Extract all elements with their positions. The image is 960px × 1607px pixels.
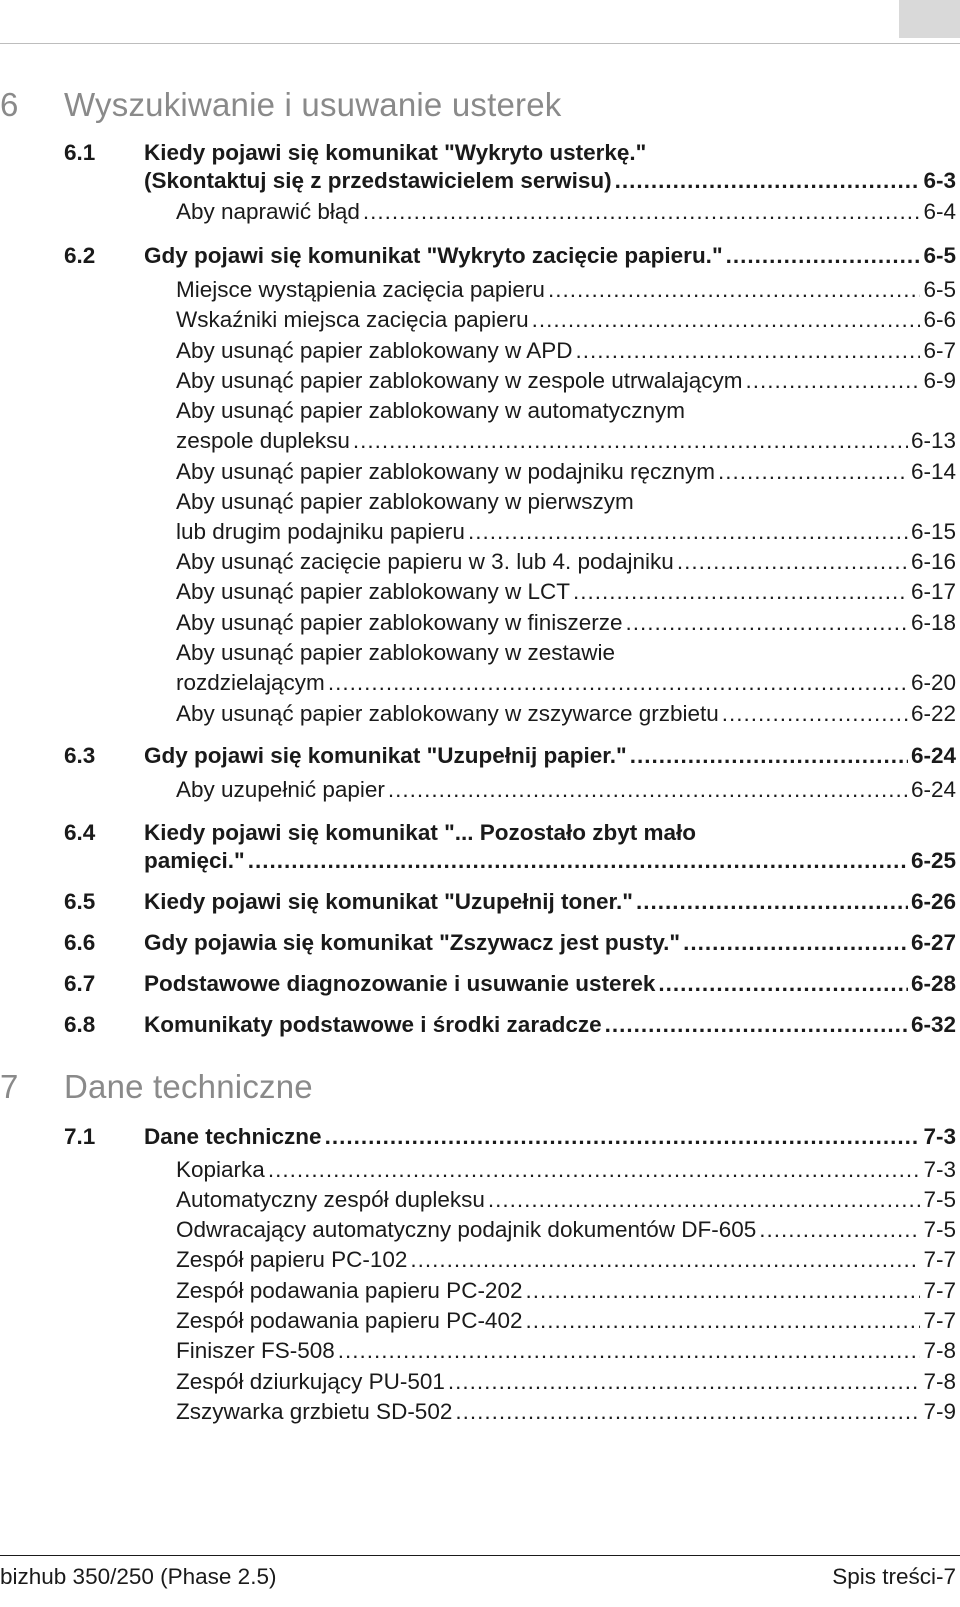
toc-entry[interactable]: [176, 1310, 956, 1333]
toc-entry-title: Aby usunąć zacięcie papieru w 3. lub 4. podajniku: [176, 549, 674, 574]
toc-section-entry[interactable]: [64, 745, 956, 768]
section-number: 6.4: [64, 820, 96, 845]
page-number: 6-3: [923, 168, 956, 193]
toc-entry-title: Aby usunąć papier zablokowany w podajniku ręcznym: [176, 459, 716, 484]
toc-entry-title: Zespół dziurkujący PU-501: [176, 1369, 445, 1394]
dot-leader: [658, 973, 908, 996]
toc-entry[interactable]: [176, 1401, 956, 1424]
chapter-number: 7: [0, 1068, 19, 1105]
toc-entry[interactable]: [176, 1371, 956, 1394]
section-number: 6.8: [64, 1012, 96, 1037]
toc-section-entry[interactable]: [144, 850, 956, 873]
page-number: 7-7: [923, 1308, 956, 1333]
dot-leader: [488, 1189, 921, 1212]
toc-entry-title: Aby usunąć papier zablokowany w APD: [176, 338, 573, 363]
page-number: 6-18: [910, 610, 956, 635]
dot-leader: [726, 245, 921, 268]
toc-section-entry[interactable]: [144, 170, 956, 193]
toc-section-entry[interactable]: [64, 245, 956, 268]
toc-entry[interactable]: [176, 430, 956, 453]
dot-leader: [683, 932, 908, 955]
corner-tab: [899, 0, 960, 38]
dot-leader: [268, 1159, 921, 1182]
toc-entry[interactable]: [176, 370, 956, 393]
dot-leader: [353, 430, 908, 453]
page-number: 6-6: [923, 307, 956, 332]
dot-leader: [677, 551, 908, 574]
toc-section-entry[interactable]: [64, 1126, 956, 1149]
toc-entry-title: Odwracający automatyczny podajnik dokumentów DF-605: [176, 1217, 757, 1242]
page-number: 6-17: [910, 579, 956, 604]
toc-entry-title: Kopiarka: [176, 1157, 265, 1182]
chapter-heading: [0, 1068, 313, 1106]
page-number: 6-22: [910, 701, 956, 726]
dot-leader: [548, 279, 921, 302]
toc-entry[interactable]: [176, 581, 956, 604]
toc-entry-title: Aby uzupełnić papier: [176, 777, 385, 802]
toc-entry[interactable]: [176, 521, 956, 544]
page-number: 7-8: [923, 1338, 956, 1363]
toc-section-title: Gdy pojawi się komunikat "Wykryto zacięcie papieru.": [144, 243, 723, 268]
toc-entry[interactable]: [176, 1280, 956, 1303]
page-number: 7-7: [923, 1247, 956, 1272]
dot-leader: [248, 850, 908, 873]
toc-entry-title: lub drugim podajniku papieru: [176, 519, 465, 544]
section-number: 6.1: [64, 140, 96, 165]
toc-section-entry[interactable]: [64, 891, 956, 914]
dot-leader: [630, 745, 908, 768]
section-number: 6.7: [64, 971, 96, 996]
page-number: 6-14: [910, 459, 956, 484]
toc-entry-title: Zszywarka grzbietu SD-502: [176, 1399, 453, 1424]
toc-entry[interactable]: [176, 1219, 956, 1242]
header-rule: [0, 43, 960, 44]
page-number: 6-16: [910, 549, 956, 574]
dot-leader: [388, 779, 908, 802]
toc-entry-title: Aby usunąć papier zablokowany w zespole utrwalającym: [176, 368, 743, 393]
section-number: 7.1: [64, 1124, 96, 1149]
page-number: 7-5: [923, 1187, 956, 1212]
dot-leader: [722, 703, 908, 726]
page-number: 6-9: [923, 368, 956, 393]
page-number: 6-13: [910, 428, 956, 453]
toc-entry-title: Miejsce wystąpienia zacięcia papieru: [176, 277, 545, 302]
toc-entry[interactable]: [176, 703, 956, 726]
section-number: 6.5: [64, 889, 96, 914]
dot-leader: [338, 1340, 921, 1363]
section-number: 6.6: [64, 930, 96, 955]
toc-entry-title: zespole dupleksu: [176, 428, 350, 453]
page-number: 6-7: [923, 338, 956, 363]
section-number: 6.2: [64, 243, 96, 268]
toc-entry-title: Aby usunąć papier zablokowany w finiszerze: [176, 610, 623, 635]
section-number: 6.3: [64, 743, 96, 768]
footer-product-name: bizhub 350/250 (Phase 2.5): [0, 1564, 277, 1589]
toc-entry-title: Zespół podawania papieru PC-402: [176, 1308, 523, 1333]
toc-entry[interactable]: [176, 1159, 956, 1182]
toc-section-entry[interactable]: [64, 973, 956, 996]
toc-section-title: pamięci.": [144, 848, 245, 873]
toc-entry[interactable]: [176, 551, 956, 574]
chapter-number: 6: [0, 86, 19, 123]
toc-entry[interactable]: [176, 779, 956, 802]
page-number: 7-5: [923, 1217, 956, 1242]
dot-leader: [636, 891, 908, 914]
dot-leader: [746, 370, 921, 393]
dot-leader: [532, 309, 921, 332]
toc-entry[interactable]: [176, 672, 956, 695]
dot-leader: [363, 201, 921, 224]
footer-page-label: Spis treści-7: [832, 1564, 956, 1589]
toc-section-title-line1[interactable]: Kiedy pojawi się komunikat "... Pozostało zbyt mało: [144, 820, 697, 845]
page-number: 7-9: [923, 1399, 956, 1424]
toc-section-title: Dane techniczne: [144, 1124, 322, 1149]
toc-entry[interactable]: [176, 340, 956, 363]
toc-entry-title: Aby usunąć papier zablokowany w zszywarce grzbietu: [176, 701, 719, 726]
toc-entry[interactable]: [176, 461, 956, 484]
page-number: 7-8: [923, 1369, 956, 1394]
toc-entry-title: Zespół papieru PC-102: [176, 1247, 408, 1272]
page-number: 6-20: [910, 670, 956, 695]
toc-entry[interactable]: [176, 309, 956, 332]
toc-section-entry[interactable]: [64, 1014, 956, 1037]
chapter-title: Dane techniczne: [64, 1068, 313, 1105]
dot-leader: [325, 1126, 921, 1149]
dot-leader: [410, 1249, 920, 1272]
page-number: 6-27: [910, 930, 956, 955]
toc-entry-title: Aby naprawić błąd: [176, 199, 360, 224]
toc-section-title: (Skontaktuj się z przedstawicielem serwisu): [144, 168, 612, 193]
dot-leader: [455, 1401, 920, 1424]
page-number: 6-24: [910, 777, 956, 802]
toc-entry-title-line1[interactable]: Aby usunąć papier zablokowany w pierwszym: [176, 489, 634, 514]
toc-entry-title: Aby usunąć papier zablokowany w LCT: [176, 579, 570, 604]
page-number: 6-24: [910, 743, 956, 768]
dot-leader: [328, 672, 908, 695]
toc-entry[interactable]: [176, 279, 956, 302]
dot-leader: [605, 1014, 908, 1037]
toc-entry[interactable]: [176, 1340, 956, 1363]
dot-leader: [525, 1280, 920, 1303]
toc-entry[interactable]: [176, 201, 956, 224]
dot-leader: [468, 521, 908, 544]
page-number: 6-32: [910, 1012, 956, 1037]
footer-rule: [0, 1555, 960, 1556]
page-number: 6-26: [910, 889, 956, 914]
toc-entry-title: Finiszer FS-508: [176, 1338, 335, 1363]
page-number: 6-25: [910, 848, 956, 873]
page-number: 6-5: [923, 243, 956, 268]
toc-section-title: Komunikaty podstawowe i środki zaradcze: [144, 1012, 602, 1037]
toc-entry-title-line1[interactable]: Aby usunąć papier zablokowany w zestawie: [176, 640, 615, 665]
toc-entry[interactable]: [176, 1189, 956, 1212]
chapter-heading: [0, 86, 561, 124]
toc-section-entry[interactable]: [64, 932, 956, 955]
page-number: 6-5: [923, 277, 956, 302]
toc-section-title: Kiedy pojawi się komunikat "Uzupełnij toner.": [144, 889, 633, 914]
dot-leader: [759, 1219, 920, 1242]
toc-entry-title: rozdzielającym: [176, 670, 325, 695]
page-number: 7-3: [923, 1157, 956, 1182]
toc-entry[interactable]: [176, 612, 956, 635]
toc-section-title: Gdy pojawi się komunikat "Uzupełnij papier.": [144, 743, 627, 768]
toc-section-title: Podstawowe diagnozowanie i usuwanie usterek: [144, 971, 656, 996]
dot-leader: [575, 340, 920, 363]
toc-entry-title-line1[interactable]: Aby usunąć papier zablokowany w automatycznym: [176, 398, 686, 423]
dot-leader: [718, 461, 908, 484]
dot-leader: [525, 1310, 920, 1333]
page-number: 7-3: [923, 1124, 956, 1149]
dot-leader: [448, 1371, 921, 1394]
page-number: 6-28: [910, 971, 956, 996]
page-number: 6-4: [923, 199, 956, 224]
dot-leader: [625, 612, 907, 635]
toc-section-title: Gdy pojawia się komunikat "Zszywacz jest pusty.": [144, 930, 681, 955]
dot-leader: [615, 170, 921, 193]
page-number: 6-15: [910, 519, 956, 544]
dot-leader: [573, 581, 908, 604]
page-number: 7-7: [923, 1278, 956, 1303]
toc-entry-title: Automatyczny zespół dupleksu: [176, 1187, 485, 1212]
toc-entry-title: Wskaźniki miejsca zacięcia papieru: [176, 307, 529, 332]
toc-entry-title: Zespół podawania papieru PC-202: [176, 1278, 523, 1303]
toc-section-title-line1[interactable]: Kiedy pojawi się komunikat "Wykryto usterkę.": [144, 140, 647, 165]
toc-entry[interactable]: [176, 1249, 956, 1272]
chapter-title: Wyszukiwanie i usuwanie usterek: [64, 86, 562, 123]
